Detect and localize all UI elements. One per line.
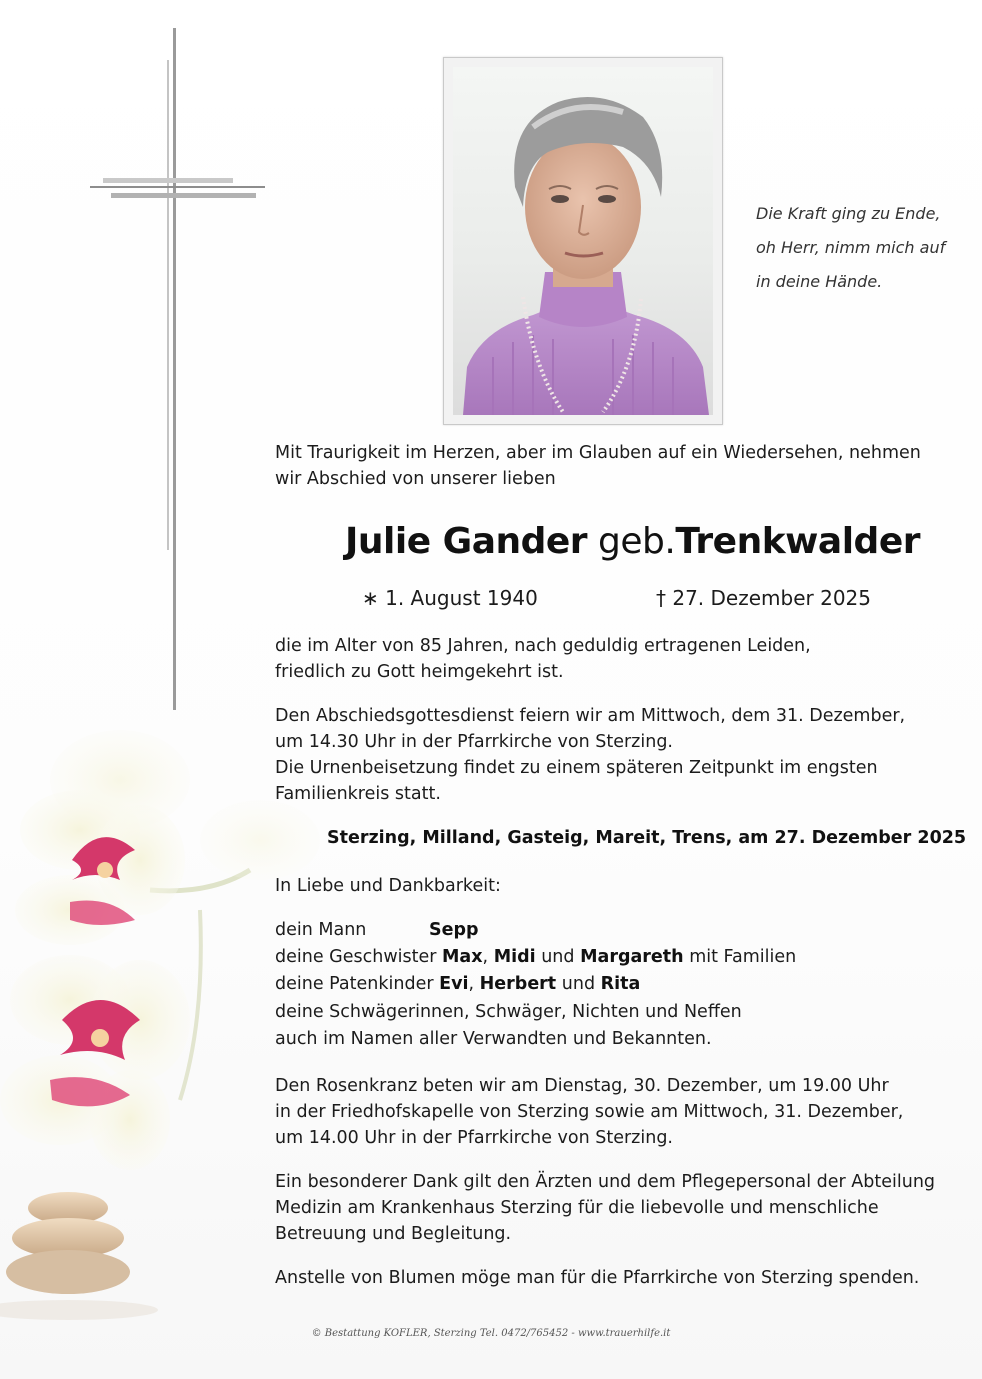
intro-line: Mit Traurigkeit im Herzen, aber im Glauben auf ein Wiedersehen, nehmen bbox=[275, 443, 921, 463]
service-line: Den Abschiedsgottesdienst feiern wir am Mittwoch, dem 31. Dezember, bbox=[275, 706, 906, 726]
sibling-name: Midi bbox=[493, 947, 536, 967]
godchildren-label: deine Patenkinder bbox=[275, 974, 434, 994]
rosary-line: in der Friedhofskapelle von Sterzing sowie am Mittwoch, 31. Dezember, bbox=[275, 1102, 904, 1122]
orchid-decoration-icon bbox=[0, 720, 330, 1340]
service-line: um 14.30 Uhr in der Pfarrkirche von Sterzing. bbox=[275, 732, 673, 752]
thanks-line: Medizin am Krankenhaus Sterzing für die liebevolle und menschliche bbox=[275, 1198, 879, 1218]
husband-label: dein Mann bbox=[275, 920, 367, 940]
mit-familien: mit Familien bbox=[689, 947, 797, 967]
und-word: und bbox=[541, 947, 575, 967]
siblings-label: deine Geschwister bbox=[275, 947, 437, 967]
relatives-siblings bbox=[275, 944, 796, 970]
age-line: die im Alter von 85 Jahren, nach geduldig ertragenen Leiden, bbox=[275, 636, 811, 656]
comma: , bbox=[482, 947, 489, 967]
portrait-photo bbox=[453, 67, 713, 415]
flowers-text: Anstelle von Blumen möge man für die Pfarrkirche von Sterzing spenden. bbox=[275, 1268, 920, 1288]
rosary-line: um 14.00 Uhr in der Pfarrkirche von Sterzing. bbox=[275, 1128, 673, 1148]
birth-date: ∗ 1. August 1940 bbox=[362, 586, 538, 610]
thanks-line: Ein besonderer Dank gilt den Ärzten und dem Pflegepersonal der Abteilung bbox=[275, 1172, 936, 1192]
deceased-maiden-name: Trenkwalder bbox=[675, 521, 920, 562]
quote-line: Die Kraft ging zu Ende, bbox=[756, 204, 941, 223]
deceased-first-name: Julie Gander bbox=[345, 521, 588, 562]
sibling-name: Margareth bbox=[580, 947, 684, 967]
sibling-name: Max bbox=[442, 947, 483, 967]
intro-text bbox=[275, 440, 921, 492]
age-line: friedlich zu Gott heimgekehrt ist. bbox=[275, 662, 564, 682]
intro-line: wir Abschied von unserer lieben bbox=[275, 469, 556, 489]
thanks-text bbox=[275, 1169, 935, 1247]
age-text bbox=[275, 633, 811, 685]
quote-line: oh Herr, nimm mich auf bbox=[756, 238, 946, 257]
place-date: Sterzing, Milland, Gasteig, Mareit, Trens, am 27. Dezember 2025 bbox=[327, 828, 967, 848]
relatives-inlaws: deine Schwägerinnen, Schwäger, Nichten und Neffen bbox=[275, 1002, 742, 1022]
quote bbox=[756, 197, 971, 299]
service-line: Die Urnenbeisetzung findet zu einem späteren Zeitpunkt im engsten bbox=[275, 758, 878, 778]
footer-credit: © Bestattung KOFLER, Sterzing Tel. 0472/765452 - www.trauerhilfe.it bbox=[311, 1328, 671, 1339]
rosary-line: Den Rosenkranz beten wir am Dienstag, 30. Dezember, um 19.00 Uhr bbox=[275, 1076, 889, 1096]
deceased-name bbox=[345, 520, 920, 564]
thanks-line: Betreuung und Begleitung. bbox=[275, 1224, 512, 1244]
rosary-text bbox=[275, 1073, 903, 1151]
death-date: † 27. Dezember 2025 bbox=[656, 586, 871, 610]
godchild-name: Herbert bbox=[479, 974, 557, 994]
service-text bbox=[275, 703, 905, 807]
relatives-all: auch im Namen aller Verwandten und Bekannten. bbox=[275, 1029, 712, 1049]
godchild-name: Evi bbox=[439, 974, 469, 994]
gratitude-text: In Liebe und Dankbarkeit: bbox=[275, 876, 501, 896]
und-word: und bbox=[561, 974, 596, 994]
godchild-name: Rita bbox=[600, 974, 641, 994]
service-line: Familienkreis statt. bbox=[275, 784, 441, 804]
portrait-frame bbox=[443, 57, 723, 425]
quote-line: in deine Hände. bbox=[756, 272, 883, 291]
husband-name: Sepp bbox=[429, 920, 479, 940]
geb-label: geb. bbox=[598, 521, 676, 562]
comma: , bbox=[468, 974, 475, 994]
portrait-illustration bbox=[453, 67, 713, 415]
